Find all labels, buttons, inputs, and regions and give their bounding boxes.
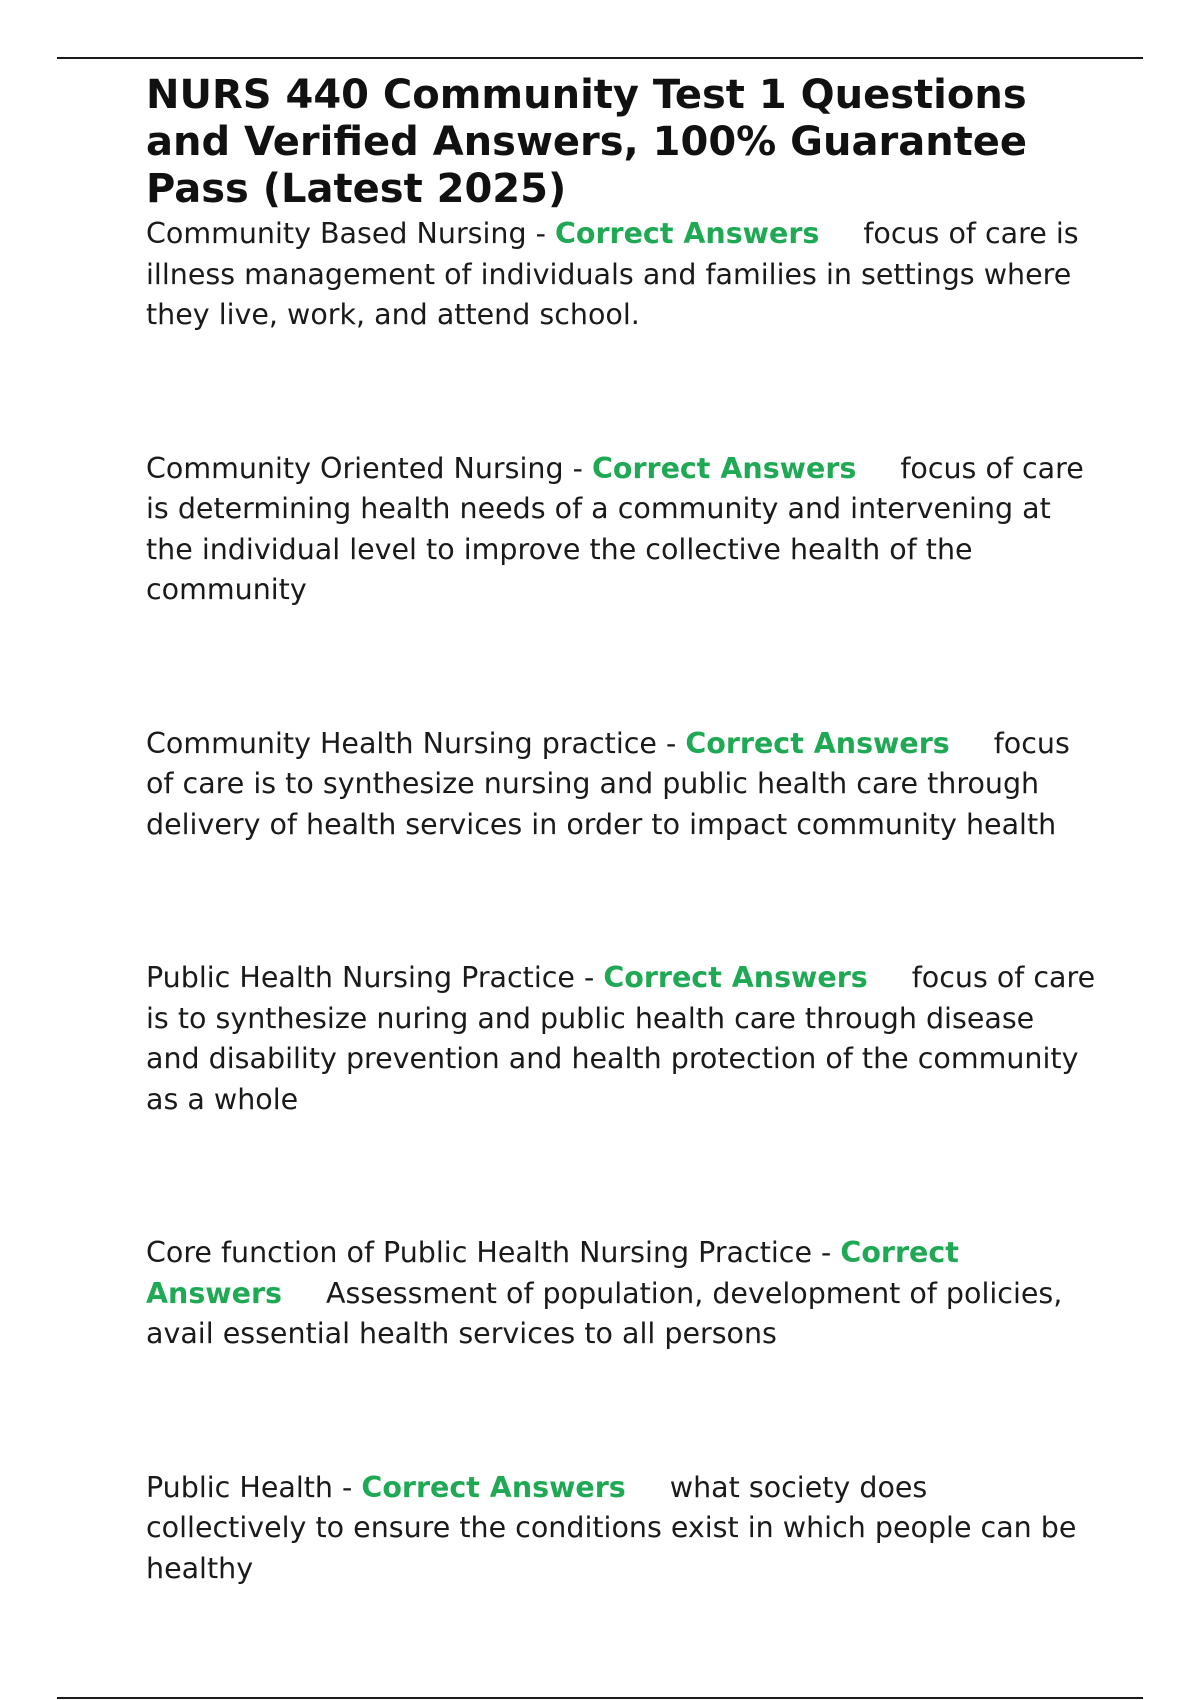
qa-term: Public Health Nursing Practice <box>146 961 575 994</box>
correct-answers-label: Correct Answers <box>591 451 857 485</box>
qa-item <box>146 724 1096 846</box>
qa-term: Core function of Public Health Nursing Practice <box>146 1236 812 1269</box>
qa-answer: focus of care is illness management of individuals and families in settings where they live, work, and attend school. <box>146 217 1079 331</box>
correct-answers-label: Correct Answers <box>554 217 820 250</box>
qa-answer: Assessment of population, development of policies, avail essential health services to all persons <box>146 1276 1063 1350</box>
qa-term: Public Health <box>146 1470 333 1504</box>
qa-item <box>146 1468 1096 1590</box>
correct-answers-label: Correct Answers <box>603 961 868 994</box>
correct-answers-label: Correct Answers <box>146 1236 959 1310</box>
qa-answer: focus of care is determining health needs of a community and intervening at the individual level to improve the collective health of the community <box>146 451 1084 606</box>
qa-item <box>146 958 1096 1120</box>
top-rule <box>57 57 1143 59</box>
qa-term: Community Health Nursing practice <box>146 726 657 760</box>
bottom-rule <box>57 1697 1143 1699</box>
qa-answer: focus of care is to synthesize nursing and public health care through delivery of health services in order to impact community health <box>146 726 1070 841</box>
qa-separator: - <box>526 217 555 250</box>
qa-term: Community Oriented Nursing <box>146 451 564 485</box>
qa-separator: - <box>656 726 686 760</box>
qa-answer: focus of care is to synthesize nuring and public health care through disease and disability prevention and health protection of the community as a whole <box>146 961 1096 1116</box>
document-body <box>146 72 1096 1589</box>
correct-answers-label: Correct Answers <box>685 726 950 760</box>
qa-separator: - <box>574 961 604 994</box>
qa-separator: - <box>563 451 592 485</box>
qa-answer: what society does collectively to ensure the conditions exist in which people can be healthy <box>146 1470 1077 1585</box>
qa-item <box>146 449 1096 611</box>
qa-separator: - <box>812 1236 841 1269</box>
qa-item <box>146 214 1096 336</box>
qa-term: Community Based Nursing <box>146 217 527 250</box>
qa-item <box>146 1233 1096 1355</box>
correct-answers-label: Correct Answers <box>361 1470 626 1504</box>
qa-separator: - <box>333 1470 362 1504</box>
document-title: NURS 440 Community Test 1 Questions and Verified Answers, 100% Guarantee Pass (Latest 2025) <box>146 72 1028 212</box>
